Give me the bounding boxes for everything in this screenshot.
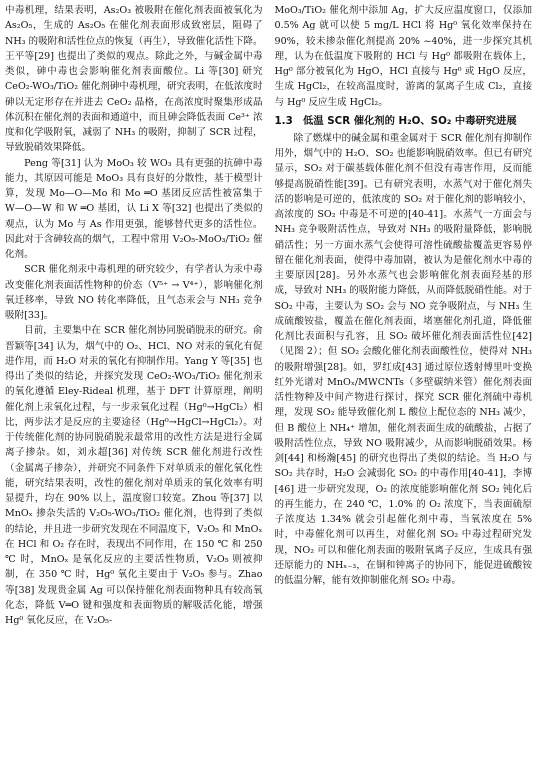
left-paragraph-2: Peng 等[31] 认为 MoO₃ 较 WO₃ 具有更强的抗砷中毒能力，其原因可能是 MoO₃ 具有良好的分散性，基于模型计算，发现 Mo—O—Mo 和 Mo ═O 基团反应活性被富集于 W—O—W 和 W ═O 基团，认 Li X 等[32] 也提出了类似的观点，认为 Mo 与 As 作用更强，能够替代更多的活性位。因此对于含砷较高的烟气，工程中常用 V₂O₅-MoO₃/TiO₂ 催化剂。 xyxy=(5,157,263,260)
left-paragraph-1: 中毒机理，结果表明，As₂O₃ 被吸附在催化剂表面被氧化为 As₂O₅，生成的 As₂O₅ 在催化剂表面形成致密层，阻碍了 NH₃ 的吸附和活性位点的恢复（再生），导致催化活性下降。王平等[29] 也提出了类似的观点。除此之外，与碱金属中毒类似，砷中毒也会影响催化剂表面酸位。Li 等[30] 研究 CeO₂-WO₃/TiO₂ 催化剂砷中毒机理，研究表明，在低浓度时砷以无定形存在并进去 CeO₂ 晶格，在高浓度时聚集形成晶体沉积在催化剂的表面和通道中，而且砷会降低表面 Ce³⁺ 浓度和化学吸附氧，减弱了 NH₃ 的吸附，抑制了 SCR 过程，导致脱硝效果降低。 xyxy=(5,5,263,154)
right-paragraph-1: MoO₃/TiO₂ 催化剂中添加 Ag，扩大反应温度窗口，仅添加 0.5% Ag 就可以使 5 mg/L HCl 将 Hg⁰ 氧化效率保持在 90%，较未掺杂催化剂提高 20% ~40%，进一步探究其机理，认为在低温度下吸附的 HCl 与 Hg⁰ 都吸附在载体上，Hg⁰ 部分被氧化为 HgO，HCl 直接与 Hg⁰ 或 HgO 反应，生成 HgCl₂，在较高温度时，游离的氯离子生成 Cl₂，直接与 Hg⁰ 反应生成 HgCl₂。 xyxy=(274,5,532,108)
left-column xyxy=(5,3,263,774)
right-paragraph-2: 除了燃煤中的碱金属和重金属对于 SCR 催化剂有抑制作用外，烟气中的 H₂O、SO₂ 也能影响脱硝效率。但已有研究显示，SO₂ 对于碳基载体催化剂不但没有毒害作用，反而能够提高脱硝性能[39]。已有研究表明，水蒸气对于催化剂失活的影响是可逆的，低浓度的 SO₂ 对于催化剂的影响较小，高浓度的 SO₂ 中毒是不可逆的[40-41]。水蒸气一方面会与 NH₃ 竞争吸附活性点，导致对 NH₃ 的吸附量降低，影响脱硝活性；另一方面水蒸气会使得可溶性硫酸盐覆盖更容易停留在催化剂表面，使得中毒加剧，被认为是催化剂水中毒的主要原因[28]。另外水蒸气也会影响催化剂表面羟基的形成，导致对 NH₃ 的吸附能力降低，从而降低脱硝性能。对于 SO₂ 中毒，主要认为 SO₂ 会与 NO 竞争吸附点，与 NH₃ 生成硫酸铵盐，覆盖在催化剂表面，堵塞催化剂孔道，降低催化剂比表面积与孔容，且 SO₂ 破坏催化剂表面活性位[42]（见图 2）；但 SO₂ 会酸化催化剂表面酸性位，使得对 NH₃ 的吸附增强[28]。如，罗红成[43] 通过原位透射傅里叶变换红外光谱对 MnOₓ/MWCNTs（多壁碳纳米管）催化剂表面活性物种及中间产物进行探讨，探究 SCR 催化剂硫中毒机理，发现 SO₂ 能导致催化剂 L 酸位上配位态的 NH₃ 减少，但 B 酸位上 NH₄⁺ 增加，催化剂表面生成的硫酸盐，占据了吸附活性位点，导致 NO 吸附减少，从而影响脱硝效果。杨剑[44] 和杨瀚[45] 的研究也得出了类似的结论。当 H₂O 与 SO₂ 共存时，H₂O 会减弱化 SO₂ 的中毒作用[40-41]，李博[46] 进一步研究发现，O₂ 的浓度能影响催化剂 SO₂ 钝化后的再生能力，在 240 ℃，1.0% 的 O₂ 浓度下，当表面硫原子浓度达 1.34% 就会引起催化剂中毒，当氧浓度在 5% 时，中毒催化剂可以再生，对催化剂 SO₂ 中毒过程研究发现，NO₂ 可以和催化剂表面的吸附氧离子反应，生成具有强还原能力的 NHₓ₋₃，在铜和钟离子的协同下，能促进硫酸铵的低温分解，能有效抑制催化剂 SO₂ 中毒。 xyxy=(274,132,532,586)
section-heading: 1.3 低温 SCR 催化剂的 H₂O、SO₂ 中毒研究进展 xyxy=(274,114,517,127)
right-column xyxy=(275,3,533,774)
left-paragraph-3: SCR 催化剂汞中毒机理的研究较少，有学者认为汞中毒改变催化剂表面活性物种的价态（V⁵⁺ → V⁴⁺），影响催化剂氧迁移率，导致 NO 转化率降低，且气态汞会与 NH₃ 竞争吸附[33]。 xyxy=(5,264,263,321)
left-paragraph-4: 目前，主要集中在 SCR 催化剂协同脱硝脱汞的研究。俞晋颖等[34] 认为，烟气中的 O₂、HCl、NO 对汞的氧化有促进作用，而 H₂O 对汞的氧化有抑制作用。Yang Y 等[35] 也得出了类似的结论，并探究发现 CeO₂-WO₃/TiO₂ 催化剂汞的氧化遵循 Eley-Rideal 机理，基于 DFT 计算原理，阐明催化剂上汞氧化过程，与一步汞氧化过程（Hg⁰→HgCl₂）相比，两步法才是反应的主要途径（Hg⁰→HgCl→HgCl₂）。对于传统催化剂的协同脱硝脱汞最常用的改性方法是进行金属离子掺杂。如，刘永超[36] 对传统 SCR 催化剂进行改性（金属离子掺杂），并研究不同条件下对单质汞的催化氧化性能，研究结果表明，改性的催化剂对单质汞的氧化效率有明显提升，均在 90% 以上，温度窗口较宽。Zhou 等[37] 以 MnOₓ 掺杂失活的 V₂O₅-WO₃/TiO₂ 催化剂，也得到了类似的结论，并且进一步研究发现在不同温度下，V₂O₅ 和 MnOₓ 在 HCl 和 O₂ 存在时，表现出不同作用，在 150 ℃ 和 250 ℃ 时，MnOₓ 是氧化反应的主要活性物质，V₂O₅ 则被抑制，在 350 ℃ 时，Hg⁰ 氧化主要由于 V₂O₅ 参与。Zhao 等[38] 发现贵金属 Ag 可以保持催化剂表面物种具有较高氧化态，降低 V═O 键和强度和表面物质的解吸活化能，增强 Hg⁰ 氧化反应，在 V₂O₅- xyxy=(5,325,263,626)
